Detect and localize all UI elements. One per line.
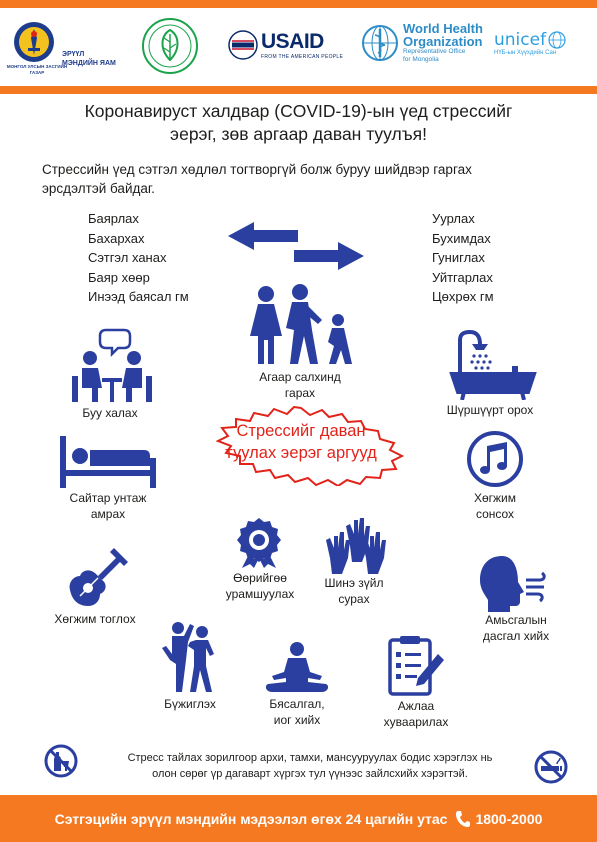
learn-caption-line1: Шинэ зүйл (324, 576, 384, 590)
warning-text (92, 750, 528, 782)
usaid-seal-icon (228, 30, 258, 60)
intro-line1: Стрессийн үед сэтгэл хөдлөл тогтворгүй болж буруу шийдвэр гаргах (42, 162, 472, 177)
negative-emotion-item: Уйтгарлах (432, 269, 493, 285)
ministry-name-line1: ЭРҮҮЛ (62, 51, 85, 58)
usaid-tagline: FROM THE AMERICAN PEOPLE (261, 54, 344, 60)
header-divider (0, 86, 597, 94)
music-note-icon (466, 430, 524, 488)
breathe-caption-line1: Амьсгалын (485, 613, 547, 627)
ministry-name-line2: МЭНДИЙН ЯАМ (62, 60, 116, 67)
logo-strip (0, 8, 597, 86)
music-listen-caption (440, 490, 550, 522)
center-badge-text (198, 420, 404, 464)
positive-emotion-item: Баярлах (88, 211, 139, 226)
guitar-caption (40, 611, 150, 627)
hotline-footer (0, 795, 597, 842)
breathe-caption-line2: дасгал хийх (482, 629, 550, 643)
who-logo (360, 22, 483, 64)
learn-caption (306, 575, 402, 607)
walk-caption (244, 369, 356, 401)
sleep-caption (52, 490, 164, 522)
center-badge-line2: туулах эерэг аргууд (225, 444, 377, 462)
walk-caption-line1: Агаар салхинд (259, 370, 341, 384)
negative-emotion-item: Цөхрөх гм (432, 289, 494, 304)
guitar-icon (68, 544, 132, 608)
shower-caption (420, 402, 560, 418)
chat-caption (60, 405, 160, 421)
sleep-caption-line2: амрах (90, 507, 126, 521)
hotline-number: 1800-2000 (475, 810, 543, 827)
breathing-face-icon (480, 556, 548, 612)
negative-emotion-item: Бухимдах (432, 230, 491, 246)
shower-caption-line1: Шүршүүрт орох (446, 403, 534, 417)
poster-headline (40, 100, 557, 146)
who-emblem-icon (360, 23, 400, 63)
positive-emotion-item: Инээд баясал гм (88, 289, 189, 304)
dance-caption-line1: Бүжиглэх (164, 697, 216, 711)
negative-emotion-item: Уурлах (432, 211, 475, 226)
headline-line2: эерэг, зөв аргаар даван туулъя! (169, 124, 428, 144)
unicef-wordmark: unicef (494, 30, 547, 50)
learn-caption-line2: сурах (338, 592, 370, 606)
dance-caption (140, 696, 240, 712)
reward-caption-line2: урамшуулах (225, 587, 295, 601)
meditation-icon (264, 642, 330, 692)
center-badge-line1: Стрессийг даван (236, 422, 366, 440)
unicef-logo (494, 30, 566, 56)
reward-caption (212, 570, 308, 602)
music-listen-caption-line2: сонсох (475, 507, 515, 521)
yoga-caption-line2: иог хийх (273, 713, 321, 727)
raised-hands-icon (322, 518, 386, 574)
who-office-line1: Representative Office (403, 48, 466, 55)
negative-emotion-item: Гуниглах (432, 250, 485, 265)
negative-emotions-list (432, 209, 494, 307)
headline-line1: Коронавируст халдвар (COVID-19)-ын үед стрессийг (84, 101, 513, 121)
usaid-logo (228, 30, 343, 60)
bathtub-shower-icon (448, 330, 538, 400)
who-name-line2: Organization (403, 34, 483, 49)
who-office-line2: for Mongolia (403, 56, 439, 63)
unicef-globe-icon (548, 31, 566, 49)
reward-caption-line1: Өөрийгөө (233, 571, 287, 585)
dancing-couple-icon (160, 620, 220, 692)
hotline-phone[interactable] (455, 810, 542, 828)
plan-caption-line2: хуваарилах (383, 715, 449, 729)
award-ribbon-icon (236, 518, 282, 568)
sleep-caption-line1: Сайтар унтаж (69, 491, 147, 505)
chat-caption-line1: Буу халах (82, 406, 138, 420)
usaid-wordmark: USAID (261, 30, 324, 53)
phone-icon (455, 810, 471, 828)
positive-emotion-item: Сэтгэл ханах (88, 250, 167, 265)
no-smoking-icon (534, 750, 568, 784)
intro-line2: эрсдэлтэй байдаг. (42, 181, 155, 196)
plan-caption-line1: Ажлаа (397, 699, 435, 713)
double-arrow-icon (228, 222, 364, 270)
warning-line1: Стресс тайлах зорилгоор архи, тамхи, мансууруулах бодис хэрэглэх нь (127, 752, 493, 764)
positive-emotions-list (88, 209, 189, 307)
checklist-icon (386, 634, 446, 696)
breathe-caption (462, 612, 570, 644)
intro-text (42, 160, 562, 198)
plan-caption (366, 698, 466, 730)
who-name-line1: World Health (403, 21, 483, 36)
person-sleeping-icon (60, 436, 156, 488)
positive-emotion-item: Бахархах (88, 230, 145, 246)
music-listen-caption-line1: Хөгжим (473, 491, 517, 505)
unicef-subtitle: НҮБ-ын Хүүхдийн Сан (494, 50, 557, 56)
positive-emotion-item: Баяр хөөр (88, 269, 150, 285)
no-alcohol-icon (44, 744, 78, 778)
yoga-caption (247, 696, 347, 728)
health-center-logo (140, 16, 200, 76)
yoga-caption-line1: Бясалгал, (269, 697, 325, 711)
walk-caption-line2: гарах (284, 386, 316, 400)
ministry-top-line: МОНГОЛ УЛСЫН ЗАСГИЙН ГАЗАР (6, 64, 68, 75)
family-walking-icon (244, 284, 356, 368)
people-chatting-icon (68, 328, 156, 404)
top-accent-bar (0, 0, 597, 8)
guitar-caption-line1: Хөгжим тоглох (54, 612, 136, 626)
ministry-leaf-icon (140, 16, 200, 76)
center-badge (198, 406, 404, 486)
warning-line2: олон сөрөг үр дагаварт хүргэх тул үүнээс зайлсхийх хэрэгтэй. (152, 768, 468, 780)
hotline-text: Сэтгэцийн эрүүл мэндийн мэдээлэл өгөх 24 цагийн утас (54, 810, 448, 827)
